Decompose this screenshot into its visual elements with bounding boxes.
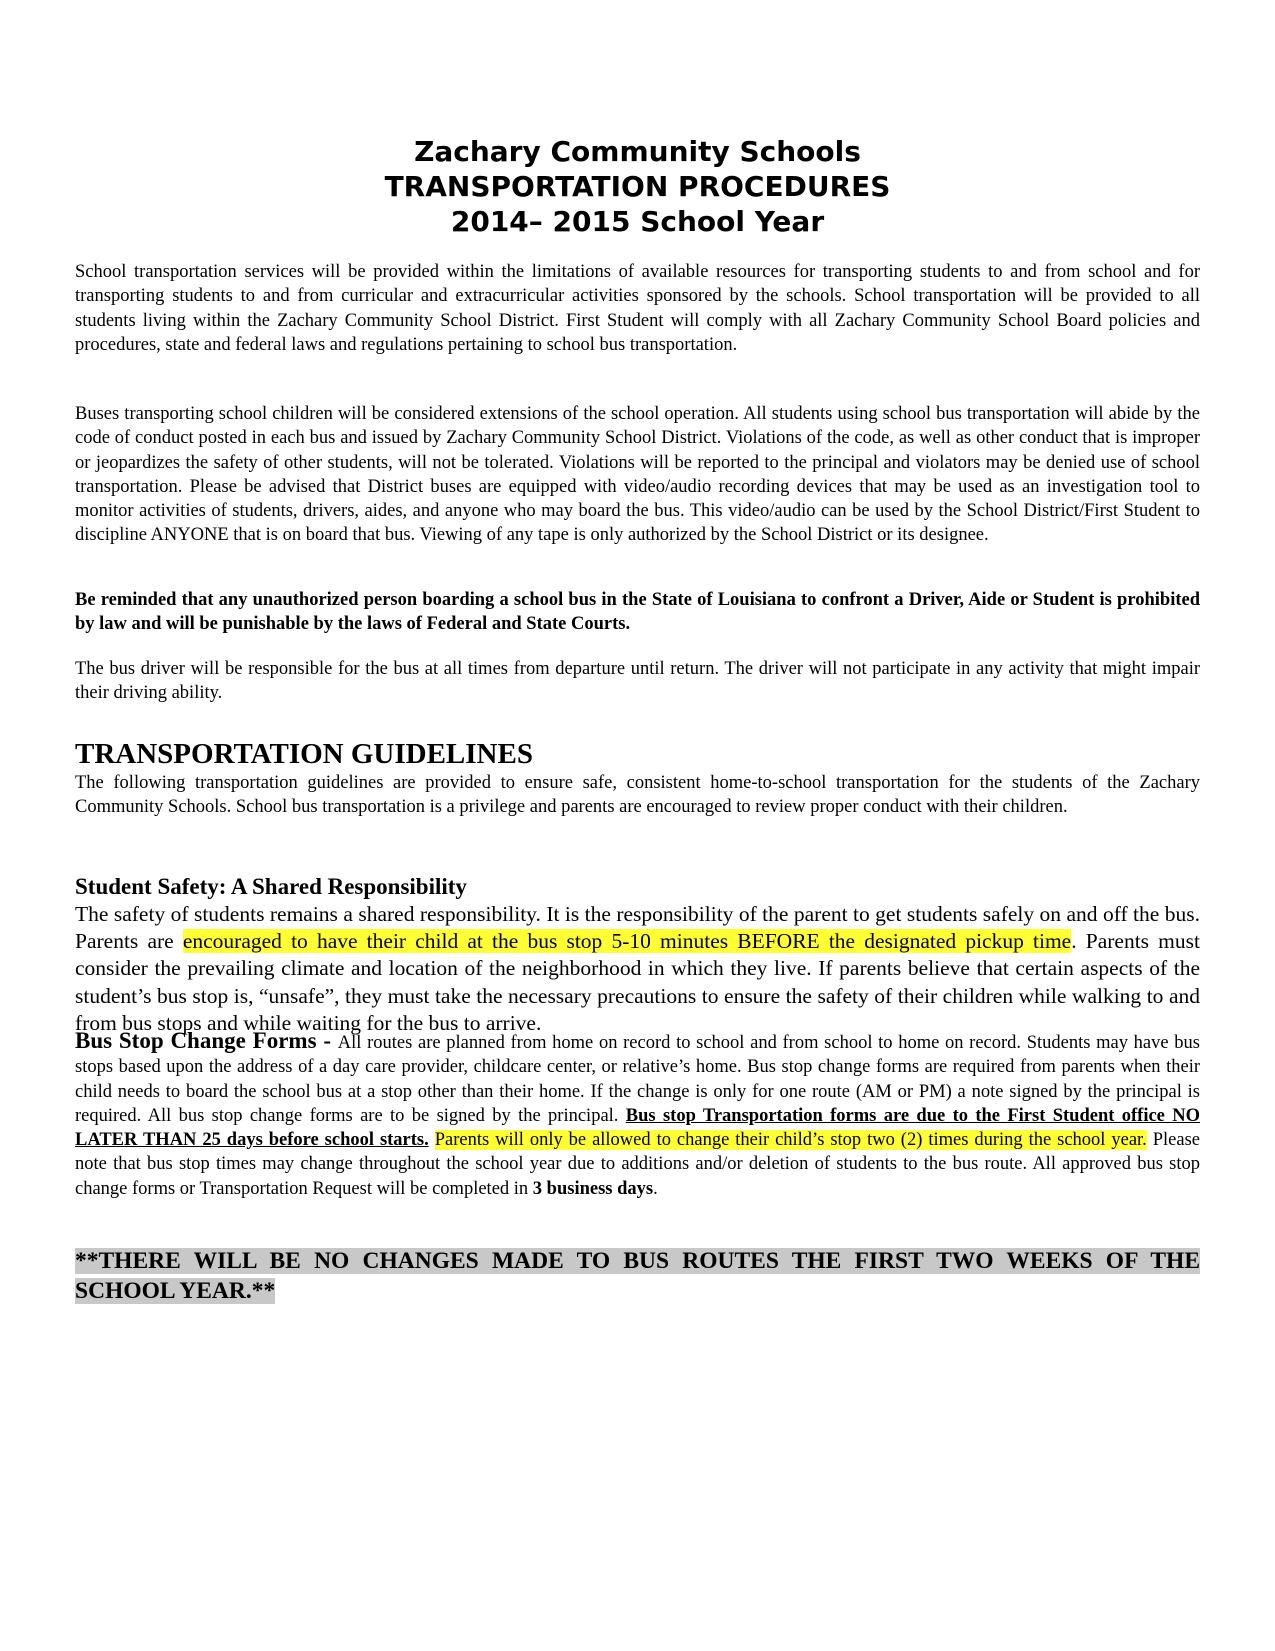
intro-paragraph-1: School transportation services will be provided within the limitations of available resources for transporting students to and from school and for transporting students to and from curricular and extracurricular activities sponsored by the schools. School transportation will be provided to all students living within the Zachary Community School District. First Student will comply with all Zachary Community School Board policies and procedures, state and federal laws and regulations pertaining to school bus transportation. — [75, 262, 1200, 355]
legal-warning: Be reminded that any unauthorized person boarding a school bus in the State of Louisiana to confront a Driver, Aide or Student is prohibited by law and will be punishable by the laws of Federal and State Courts. — [75, 590, 1200, 635]
warning-block — [75, 588, 1200, 637]
driver-block — [75, 657, 1200, 706]
notice-text: **THERE WILL BE NO CHANGES MADE TO BUS ROUTES THE FIRST TWO WEEKS OF THE SCHOOL YEAR.** — [75, 1248, 1200, 1304]
title-district: Zachary Community Schools — [414, 135, 861, 168]
bus-stop-limit-highlight: Parents will only be allowed to change their child’s stop two (2) times during the school year. — [434, 1130, 1147, 1151]
title-school-year: 2014– 2015 School Year — [450, 205, 825, 238]
safety-text-2: . Parents must consider the prevailing climate and location of the neighborhood in which they live. If parents believe that certain aspects of the student’s bus stop is, “unsafe”, they must take the necessary precautions to ensure the safety of their children while walking to and from bus stops and while waiting for the bus to arrive. — [75, 929, 1200, 1035]
notice-block — [75, 1246, 1200, 1306]
intro-paragraph-1-block — [75, 260, 1200, 357]
bus-stop-gap — [429, 1130, 435, 1150]
guidelines-text: The following transportation guidelines are provided to ensure safe, consistent home-to-school transportation for the students of the Zachary Community Schools. School bus transportation is a privilege and parents are encouraged to review proper conduct with their children. — [75, 773, 1200, 818]
safety-section — [75, 873, 1200, 1037]
title-procedures: TRANSPORTATION PROCEDURES — [384, 170, 891, 203]
document-title — [0, 134, 1275, 239]
no-changes-notice — [75, 1246, 1200, 1306]
bus-stop-text-1: All routes are planned from home on record to school and from school to home on record. Students may have bus stops based upon the address of a day care provider, childcare center, or relative’s home. Bus stop change forms are required from parents when their child needs to board the school bus at a stop other than their home. If the change is only for one route (AM or PM) a note signed by the principal is required. All bus stop change forms are to be signed by the principal. — [75, 1033, 1200, 1126]
intro-paragraph-2: Buses transporting school children will be considered extensions of the school operation. All students using school bus transportation will abide by the code of conduct posted in each bus and issued by Zachary Community School District. Violations of the code, as well as other conduct that is improper or jeopardizes the safety of other students, will not be tolerated. Violations will be reported to the principal and violators may be denied use of school transportation. Please be advised that District buses are equipped with video/audio recording devices that may be used as an investigation tool to monitor activities of students, drivers, aides, and anyone who may board the bus. This video/audio can be used by the School District/First Student to discipline ANYONE that is on board that bus. Viewing of any tape is only authorized by the School District or its designee. — [75, 404, 1200, 546]
business-days: 3 business days — [532, 1178, 654, 1199]
safety-highlight: encouraged to have their child at the bus stop 5-10 minutes BEFORE the designated pickup time — [182, 929, 1072, 954]
guidelines-section — [75, 737, 1200, 820]
bus-stop-end: . — [653, 1178, 658, 1199]
bus-stop-text-2: Please note that bus stop times may change throughout the school year due to additions and/or deletion of students to the bus route. All approved bus stop change forms or Transportation Request will be completed in — [75, 1130, 1201, 1199]
bus-stop-paragraph — [75, 1029, 1200, 1201]
bus-stop-heading: Bus Stop Change Forms - — [75, 1028, 338, 1053]
safety-paragraph — [75, 901, 1200, 1037]
intro-paragraph-2-block — [75, 402, 1200, 548]
bus-stop-section — [75, 1029, 1200, 1201]
safety-heading: Student Safety: A Shared Responsibility — [75, 874, 467, 899]
safety-text-1: The safety of students remains a shared responsibility. It is the responsibility of the parent to get students safely on and off the bus. Parents are — [75, 902, 1200, 954]
bus-stop-deadline: Bus stop Transportation forms are due to the First Student office NO LATER THAN 25 days before school starts. — [75, 1105, 1200, 1151]
guidelines-heading: TRANSPORTATION GUIDELINES — [75, 738, 533, 770]
driver-responsibility-paragraph: The bus driver will be responsible for the bus at all times from departure until return. The driver will not participate in any activity that might impair their driving ability. — [75, 659, 1200, 704]
